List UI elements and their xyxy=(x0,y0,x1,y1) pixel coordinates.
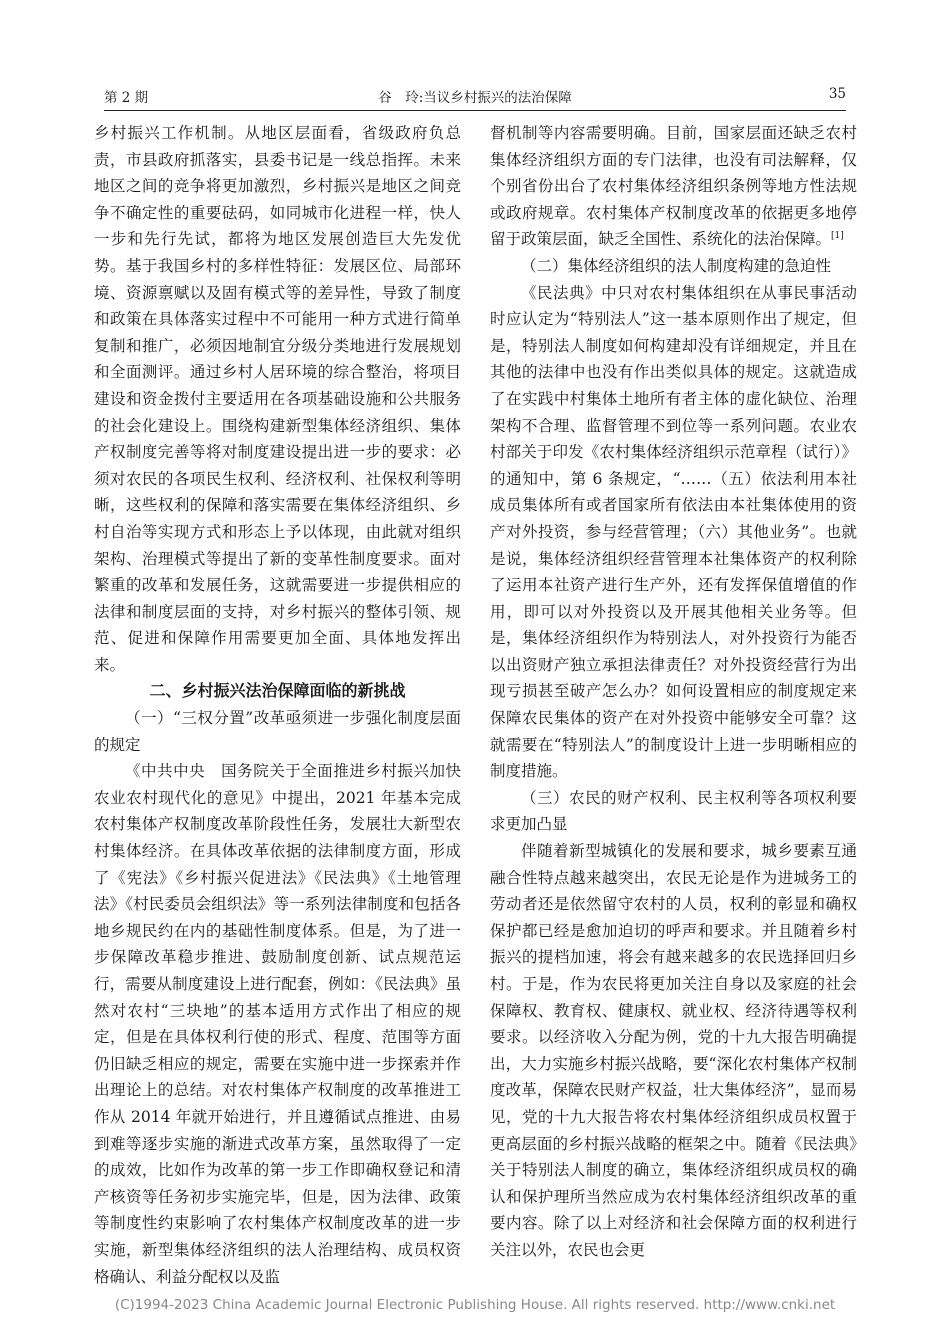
issue-number: 第 2 期 xyxy=(104,90,149,106)
citation-ref[interactable]: [1] xyxy=(831,231,844,242)
copyright-footer: (C)1994-2023 China Academic Journal Electronic Publishing House. All rights reserved. http://www.cnki.net xyxy=(114,1297,836,1313)
paragraph: 《民法典》中只对农村集体组织在从事民事活动时应认定为“特别法人”这一基本原则作出了规定，但是，特别法人制度如何构建却没有详细规定，并且在其他的法律中也没有作出类似具体的规定。这就造成了在实践中村集体土地所有者主体的虚化缺位、治理架构不合理、监督管理不到位等一系列问题。农业农村部关于印发《农村集体经济组织示范章程（试行）》的通知中，第 6 条规定，“……（五）依法利用本社成员集体所有或者国家所有依法由本社集体使用的资产对外投资，参与经营管理；（六）其他业务”。也就是说，集体经济组织经营管理本社集体资产的权利除了运用本社资产进行生产外，还有发挥保值增值的作用，即可以对外投资以及开展其他相关业务等。但是，集体经济组织作为特别法人，对外投资行为能否以出资财产独立承担法律责任？对外投资经营行为出现亏损甚至破产怎么办？如何设置相应的制度规定来保障农民集体的资产在对外投资中能够安全可靠？这就需要在“特别法人”的制度设计上进一步明晰相应的制度措施。 xyxy=(490,283,857,781)
header-rule xyxy=(104,110,846,111)
paragraph: 《中共中央 国务院关于全面推进乡村振兴加快农业农村现代化的意见》中提出，2021 年基本完成农村集体产权制度改革阶段性任务，发展壮大新型农村集体经济。在具体改革依据的法律制度方面，形成了《宪法》《乡村振兴促进法》《民法典》《土地管理法》《村民委员会组织法》等一系列法律制度和包括各地乡规民约在内的基础性制度体系。但是，为了进一步保障改革稳步推进、鼓励制度创新、试点规范运行，需要从制度建设上进行配套，例如：《民法典》虽然对农村“三块地”的基本适用方式作出了相应的规定，但是在具体权利行使的形式、程度、范围等方面仍旧缺乏相应的规定，需要在实施中进一步探索并作出理论上的总结。对农村集体产权制度的改革推进工作从 2014 年就开始进行，并且遵循试点推进、由易到难等逐步实施的渐进式改革方案，虽然取得了一定的成效，比如作为改革的第一步工作即确权登记和清产核资等任务初步实施完毕，但是，因为法律、政策等制度性约束影响了农村集体产权制度改革的进一步实施，新型集体经济组织的法人治理结构、成员权资格确认、利益分配权以及监 xyxy=(94,762,461,1286)
right-column xyxy=(490,120,857,1264)
subsection-heading: （一）“三权分置”改革亟须进一步强化制度层面的规定 xyxy=(94,709,461,754)
paragraph: 伴随着新型城镇化的发展和要求，城乡要素互通融合性特点越来越突出，农民无论是作为进城务工的劳动者还是依然留守农村的人员，权利的彰显和确权保护都已经是愈加迫切的呼声和要求。并且随着乡村振兴的提档加速，将会有越来越多的农民选择回归乡村。于是，作为农民将更加关注自身以及家庭的社会保障权、教育权、健康权、就业权、经济待遇等权利要求。以经济收入分配为例，党的十九大报告明确提出，大力实施乡村振兴战略，要“深化农村集体产权制度改革，保障农民财产权益，壮大集体经济”，显而易见，党的十九大报告将农村集体经济组织成员权置于更高层面的乡村振兴战略的框架之中。随着《民法典》关于特别法人制度的确立，集体经济组织成员权的确认和保护理所当然应成为农村集体经济组织改革的重要内容。除了以上对经济和社会保障方面的权利进行关注以外，农民也会更 xyxy=(490,842,857,1259)
paragraph-text: 督机制等内容需要明确。目前，国家层面还缺乏农村集体经济组织方面的专门法律，也没有司法解释，仅个别省份出台了农村集体经济组织条例等地方性法规或政府规章。农村集体产权制度改革的依据更多地停留于政策层面，缺乏全国性、系统化的法治保障。 xyxy=(490,124,857,249)
left-column xyxy=(94,120,461,1290)
section-heading: 二、乡村振兴法治保障面临的新挑战 xyxy=(149,681,406,701)
paragraph: 乡村振兴工作机制。从地区层面看，省级政府负总责，市县政府抓落实，县委书记是一线总指挥。未来地区之间的竞争将更加激烈，乡村振兴是地区之间竞争不确定性的重要砝码，如同城市化进程一样，快人一步和先行先试，都将为地区发展创造巨大先发优势。基于我国乡村的多样性特征：发展区位、局部环境、资源禀赋以及固有模式等的差异性，导致了制度和政策在具体落实过程中不可能用一种方式进行简单复制和推广，必须因地制宜分级分类地进行发展规划和全面测评。通过乡村人居环境的综合整治，将项目建设和资金拨付主要适用在各项基础设施和公共服务的社会化建设上。围绕构建新型集体经济组织、集体产权制度完善等将对制度建设提出进一步的要求：必须对农民的各项民生权利、经济权利、社保权利等明晰，这些权利的保障和落实需要在集体经济组织、乡村自治等实现方式和形态上予以体现，由此就对组织架构、治理模式等提出了新的变革性制度要求。面对繁重的改革和发展任务，这就需要进一步提供相应的法律和制度层面的支持，对乡村振兴的整体引领、规范、促进和保障作用需要更加全面、具体地发挥出来。 xyxy=(94,124,461,674)
subsection-heading: （三）农民的财产权利、民主权利等各项权利要求更加凸显 xyxy=(490,788,857,834)
subsection-heading: （二）集体经济组织的法人制度构建的急迫性 xyxy=(521,256,832,275)
article-running-title: 谷 玲:当议乡村振兴的法治保障 xyxy=(378,90,572,106)
page-number: 35 xyxy=(828,86,846,102)
paragraph xyxy=(490,120,857,253)
running-header xyxy=(104,86,846,108)
